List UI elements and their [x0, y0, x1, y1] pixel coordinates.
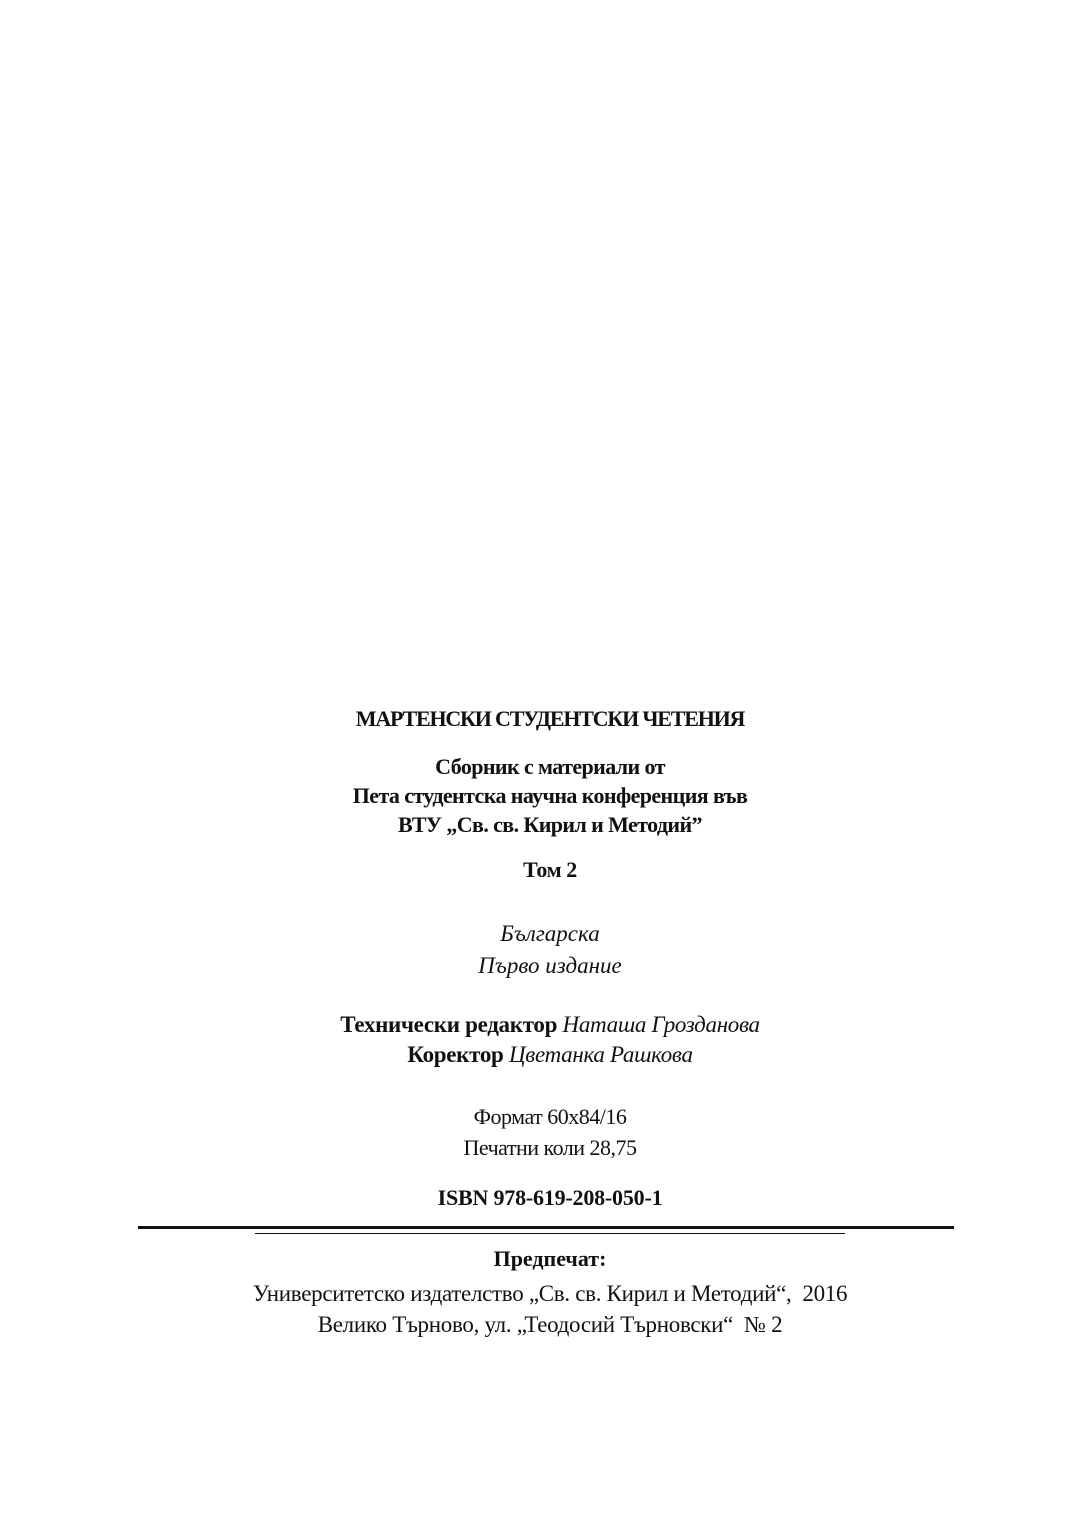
divider-thin [255, 1233, 845, 1234]
printed-sheets-spec: Печатни коли 28,75 [463, 1135, 637, 1160]
collection-description [0, 752, 1080, 839]
credits [0, 1010, 1080, 1070]
edition-info [0, 918, 1080, 982]
collection-line-1: Сборник с материали от [435, 754, 665, 779]
divider-thick [138, 1226, 954, 1229]
book-title: МАРТЕНСКИ СТУДЕНТСКИ ЧЕТЕНИЯ [355, 706, 745, 731]
address-line: Велико Търново, ул. „Теодосий Търновски“ № 2 [317, 1312, 783, 1337]
language-label: Българска [500, 921, 600, 946]
volume-number: Том 2 [523, 857, 577, 882]
proofreader-line [10, 1040, 1080, 1070]
publisher-line: Университетско издателство „Св. св. Кирил и Методий“, 2016 [252, 1281, 848, 1306]
edition-label: Първо издание [478, 953, 622, 978]
prepress-heading: Предпечат: [493, 1246, 607, 1271]
format-spec: Формат 60x84/16 [473, 1104, 627, 1129]
proofreader-name: Цветанка Рашкова [508, 1042, 693, 1067]
collection-line-2: Пета студентска научна конференция във [352, 783, 748, 808]
tech-editor-name: Наташа Грозданова [562, 1012, 760, 1037]
print-specs [0, 1101, 1080, 1163]
tech-editor-role: Технически редактор [340, 1012, 558, 1037]
isbn: ISBN 978-619-208-050-1 [437, 1185, 663, 1210]
prepress-info [0, 1278, 1080, 1340]
collection-line-3: ВТУ „Св. св. Кирил и Методий” [398, 812, 702, 837]
tech-editor-line [10, 1010, 1080, 1040]
proofreader-role: Коректор [407, 1042, 504, 1067]
